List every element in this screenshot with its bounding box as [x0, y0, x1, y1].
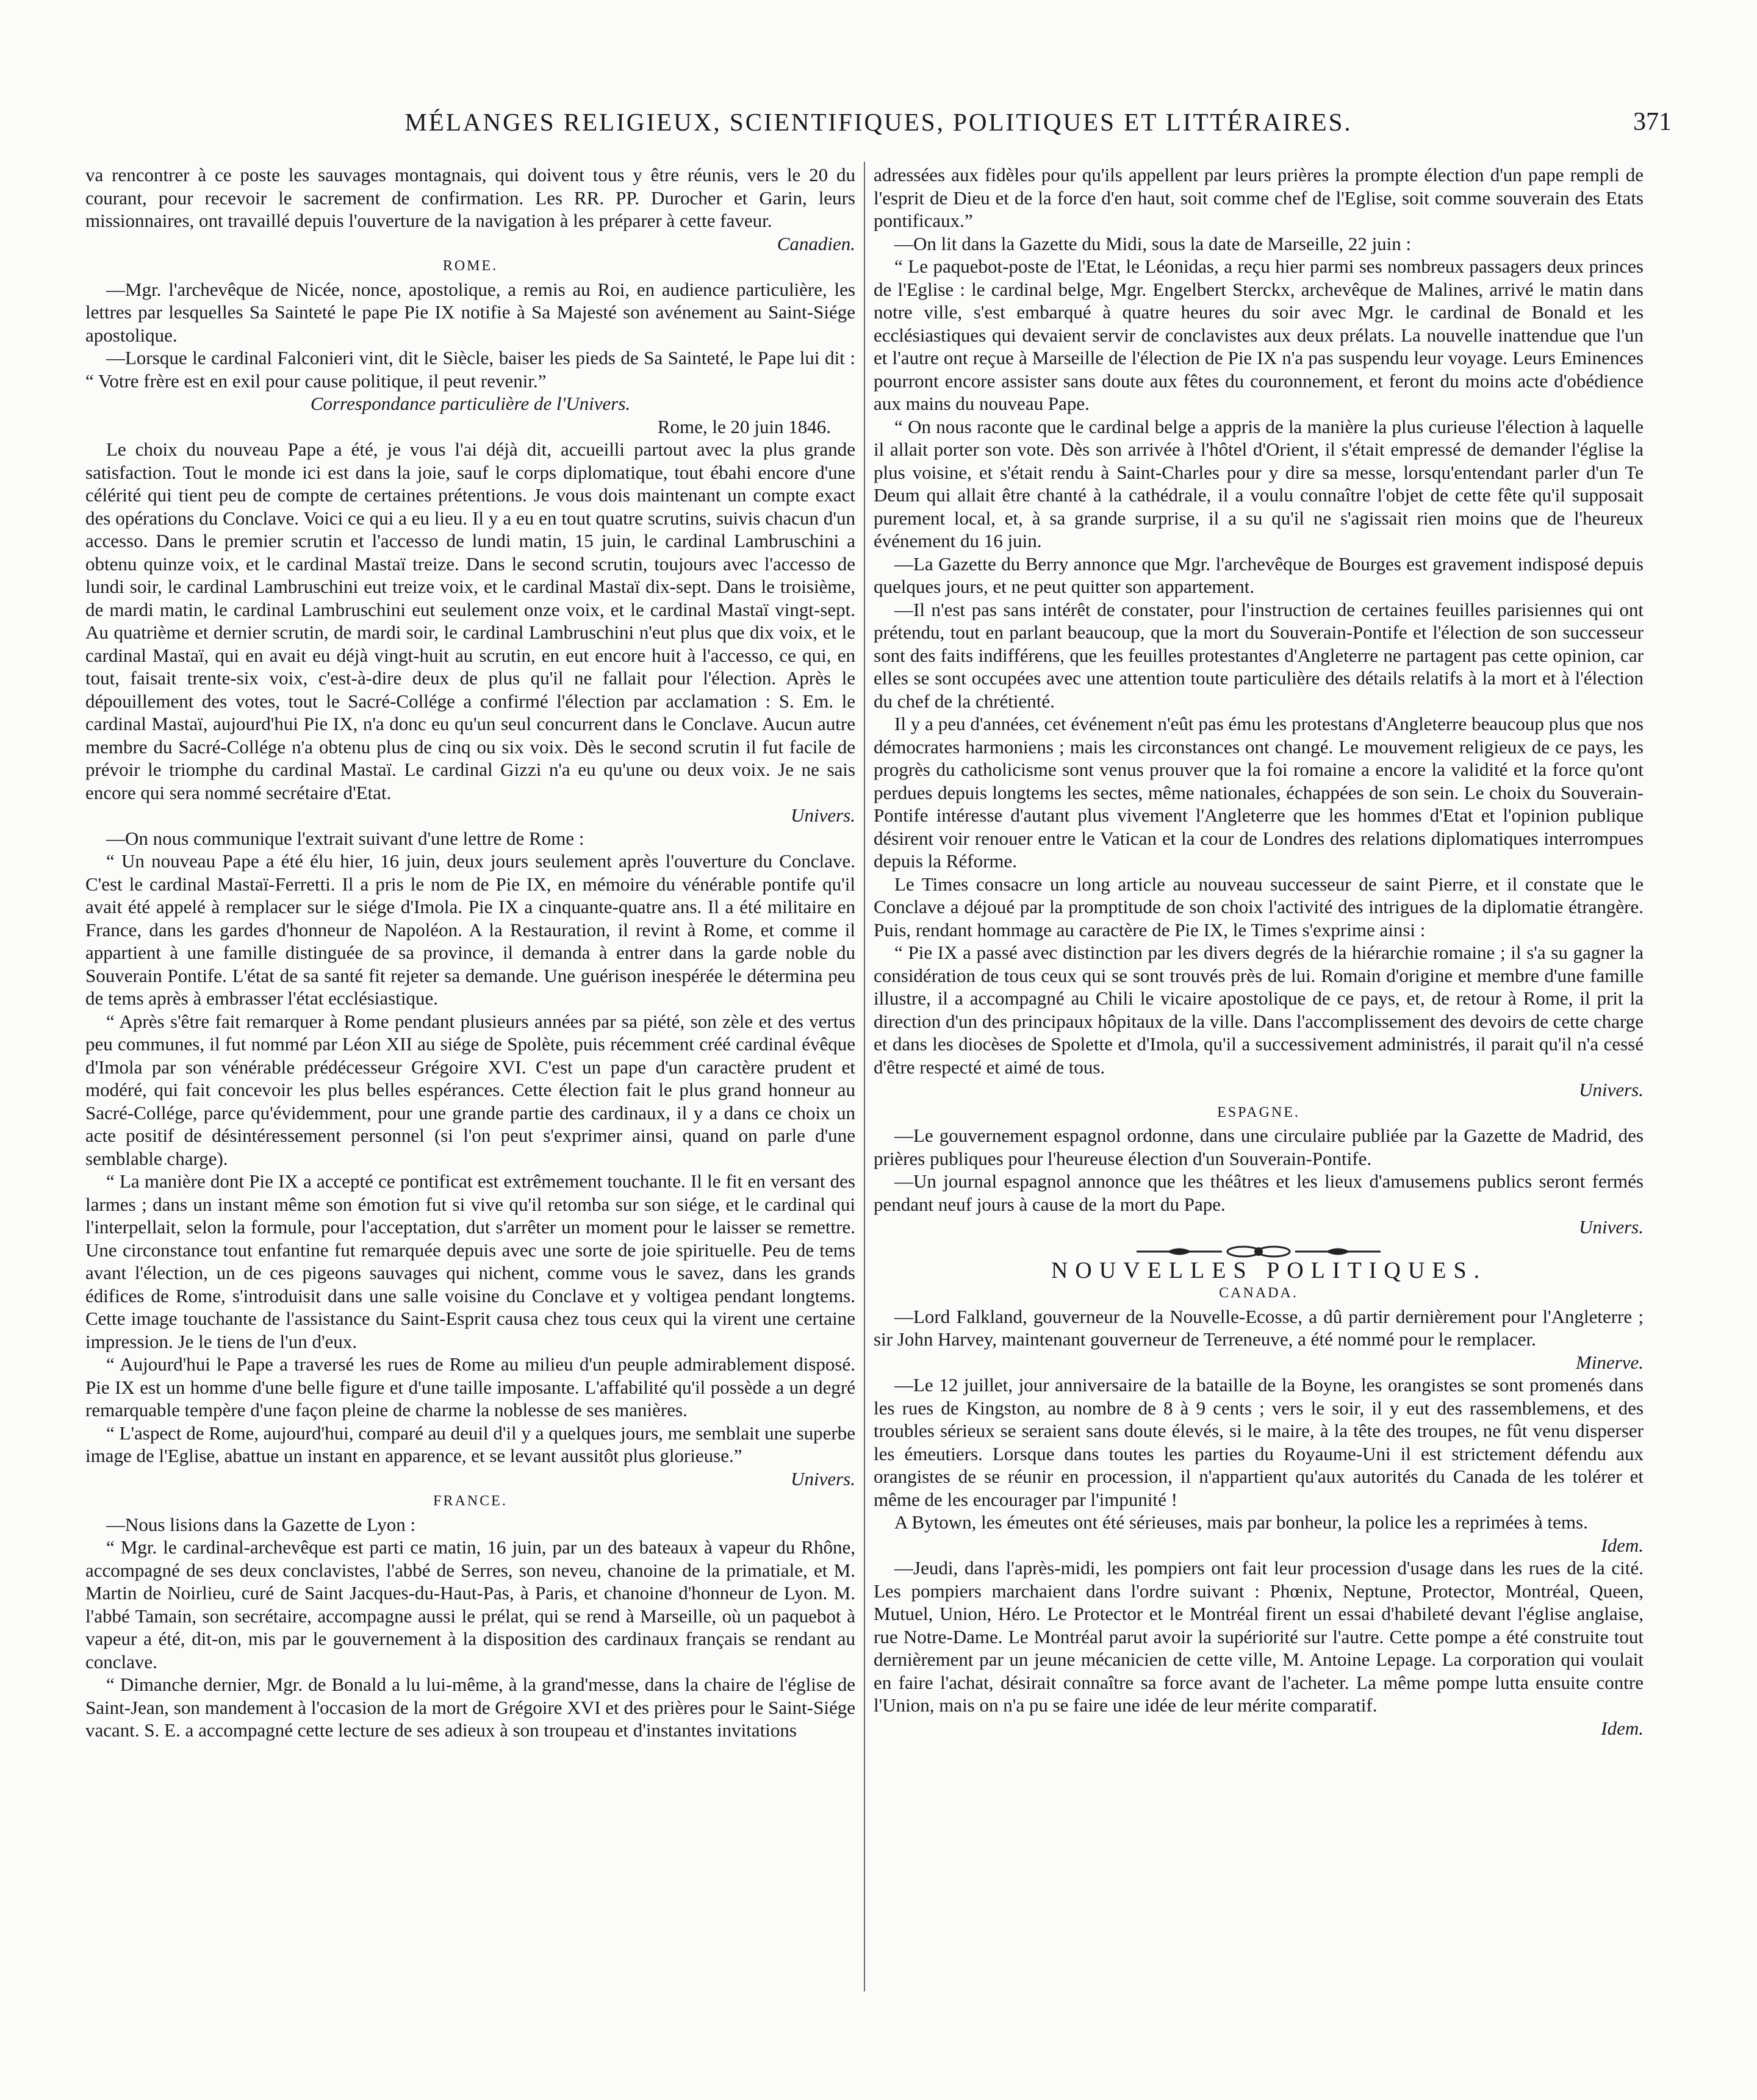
- ornament-divider-icon: [1130, 1244, 1387, 1260]
- article-paragraph: —Il n'est pas sans intérêt de constater, pour l'instruction de certaines feuilles parisiennes qui ont prétendu, tout en parlant beaucoup, que la mort du Souverain-Pontife et l'élection de son successeur sont des faits indifférens, que les feuilles protestantes d'Angleterre ne partagent pas cette opinion, car elles se sont occupées avec une attention toute particulière des détails relatifs à la mort et à l'élection du chef de la chrétienté.: [874, 598, 1644, 712]
- article-paragraph: “ Après s'être fait remarquer à Rome pendant plusieurs années par sa piété, son zèle et des vertus peu communes, il fut nommé par Léon XII au siége de Spolète, puis récemment créé cardinal évêque d'Imola par son vénérable prédécesseur Grégoire XVI. C'est un pape d'un caractère prudent et modéré, qui fait concevoir les plus belles espérances. Cette élection fait le plus grand honneur au Sacré-Collége, parce qu'évidemment, pour une grande partie des cardinaux, il y a dans ce choix un acte positif de désintéressement personnel (si l'on peut s'exprimer ainsi, quand on parle d'une semblable charge).: [85, 1010, 855, 1169]
- article-paragraph: “ Aujourd'hui le Pape a traversé les rues de Rome au milieu d'un peuple admirablement disposé. Pie IX est un homme d'une belle figure et d'une taille imposante. L'affabilité qu'il possède a un degré remarquable tempère d'une façon pleine de charme la noblesse de ses manières.: [85, 1353, 855, 1421]
- source-signature: Idem.: [1601, 1534, 1644, 1556]
- section-heading-canada: CANADA.: [1219, 1285, 1298, 1301]
- article-paragraph: adressées aux fidèles pour qu'ils appellent par leurs prières la prompte élection d'un pape rempli de l'esprit de Dieu et de la force d'en haut, soit comme chef de l'Eglise, soit comme souverain des Etats pontificaux.”: [874, 164, 1644, 231]
- source-signature: Univers.: [791, 805, 855, 826]
- left-column: [85, 163, 855, 1742]
- article-paragraph: “ Un nouveau Pape a été élu hier, 16 juin, deux jours seulement après l'ouverture du Conclave. C'est le cardinal Mastaï-Ferretti. Il a pris le nom de Pie IX, en mémoire du vénérable pontife qu'il avait été appelé à remplacer sur le siége d'Imola. Pie IX a cinquante-quatre ans. Il a été militaire en France, dans les gardes d'honneur de Napoléon. A la Restauration, il revint à Rome, et comme il appartient à une famille distinguée de sa province, il demanda à entrer dans la garde noble du Souverain Pontife. L'état de sa santé fit rejeter sa demande. Une guérison inespérée le détermina peu de tems après à embrasser l'état ecclésiastique.: [85, 850, 855, 1009]
- article-paragraph: “ Pie IX a passé avec distinction par les divers degrés de la hiérarchie romaine ; il s'a su gagner la considération de tous ceux qui se sont trouvés près de lui. Romain d'origine et membre d'une famille illustre, il a accompagné au Chili le vicaire apostolique de ce pays, et, de retour à Rome, il prit la direction d'un des principaux hôpitaux de la ville. Dans l'accomplissement des devoirs de cette charge et dans les diocèses de Spolette et d'Imola, qu'il a successivement administrés, il parait qu'il n'a cessé d'être respecté et aimé de tous.: [874, 942, 1644, 1078]
- article-paragraph: —Lord Falkland, gouverneur de la Nouvelle-Ecosse, a dû partir dernièrement pour l'Angleterre ; sir John Harvey, maintenant gouverneur de Terreneuve, a été nommé pour le remplacer.: [874, 1305, 1644, 1350]
- column-divider: [864, 162, 865, 1991]
- section-title-nouvelles: NOUVELLES POLITIQUES.: [1051, 1257, 1487, 1283]
- page-number: 371: [1633, 108, 1672, 136]
- source-signature: Univers.: [1579, 1079, 1644, 1100]
- correspondence-title: Correspondance particulière de l'Univers.: [310, 393, 631, 414]
- section-heading-espagne: ESPAGNE.: [1217, 1104, 1300, 1120]
- source-signature: Minerve.: [1575, 1351, 1644, 1373]
- article-paragraph: “ Le paquebot-poste de l'Etat, le Léonidas, a reçu hier parmi ses nombreux passagers deux princes de l'Eglise : le cardinal belge, Mgr. Engelbert Sterckx, archevêque de Malines, arrivé le matin dans notre ville, s'est embarqué à quatre heures du soir avec Mgr. le cardinal de Bonald et les ecclésiastiques qui devaient servir de conclavistes aux deux prélats. La nouvelle inattendue que l'un et l'autre ont reçue à Marseille de l'élection de Pie IX n'a pas suspendu leur voyage. Leurs Eminences pourront encore assister sans doute aux fêtes du couronnement, et feront du moins acte d'obédience aux mains du nouveau Pape.: [874, 256, 1644, 414]
- right-column: [874, 163, 1644, 1740]
- source-signature: Univers.: [1579, 1216, 1644, 1238]
- section-heading-rome: ROME.: [442, 258, 498, 274]
- article-paragraph: “ La manière dont Pie IX a accepté ce pontificat est extrêmement touchante. Il le fit en versant des larmes ; dans un instant même son émotion fut si vive qu'il retomba sur son siége, et le cardinal qui l'interpellait, selon la formule, pour l'acceptation, dut s'arrêter un moment pour le laisser se remettre. Une circonstance tout enfantine fut remarquée depuis avec une sorte de joie spirituelle. Peu de tems avant l'élection, un de ces pigeons sauvages qui nichent, comme vous le savez, dans les grands édifices de Rome, s'introduisit dans une salle voisine du Conclave et y voltigea pendant longtems. Cette image touchante de l'assistance du Saint-Esprit causa chez tous ceux qui la virent une certaine impression. Je le tiens de l'un d'eux.: [85, 1170, 855, 1352]
- article-paragraph: va rencontrer à ce poste les sauvages montagnais, qui doivent tous y être réunis, vers le 20 du courant, pour recevoir le sacrement de confirmation. Les RR. PP. Durocher et Garin, leurs missionnaires, ont travaillé depuis l'ouverture de la navigation à les préparer à cette faveur.: [85, 164, 855, 231]
- article-paragraph: —Mgr. l'archevêque de Nicée, nonce, apostolique, a remis au Roi, en audience particulière, les lettres par lesquelles Sa Sainteté le pape Pie IX notifie à Sa Majesté son avénement au Saint-Siége apostolique.: [85, 278, 855, 346]
- article-paragraph: —On nous communique l'extrait suivant d'une lettre de Rome :: [106, 827, 584, 849]
- source-signature: Univers.: [791, 1467, 855, 1489]
- article-paragraph: “ Dimanche dernier, Mgr. de Bonald a lu lui-même, à la grand'messe, dans la chaire de l'église de Saint-Jean, son mandement à l'occasion de la mort de Grégoire XVI et des prières pour le Saint-Siége vacant. S. E. a accompagné cette lecture de ses adieux à son troupeau et d'instantes invitations: [85, 1674, 855, 1741]
- running-title: MÉLANGES RELIGIEUX, SCIENTIFIQUES, POLITIQUES ET LITTÉRAIRES.: [404, 108, 1353, 136]
- article-paragraph: —Un journal espagnol annonce que les théâtres et les lieux d'amusemens publics seront fermés pendant neuf jours à cause de la mort du Pape.: [874, 1170, 1644, 1215]
- page-header: [85, 107, 1672, 144]
- article-paragraph: A Bytown, les émeutes ont été sérieuses, mais par bonheur, la police les a reprimées à tems.: [894, 1511, 1588, 1533]
- article-paragraph: Le choix du nouveau Pape a été, je vous l'ai déjà dit, accueilli partout avec la plus grande satisfaction. Tout le monde ici est dans la joie, sauf le corps diplomatique, tout ébahi encore d'une célérité qui tient peu de compte de certaines prétentions. Je vous dois maintenant un compte exact des opérations du Conclave. Voici ce qui a eu lieu. Il y a eu en tout quatre scrutins, suivis chacun d'un accesso. Dans le premier scrutin et l'accesso de lundi matin, 15 juin, le cardinal Lambruschini a obtenu quinze voix, et le cardinal Mastaï treize. Dans le second scrutin, toujours avec l'accesso de lundi soir, le cardinal Lambruschini eut treize voix, et le cardinal Mastaï dix-sept. Dans le troisième, de mardi matin, le cardinal Lambruschini eut seulement onze voix, et le cardinal Mastaï vingt-sept. Au quatrième et dernier scrutin, de mardi soir, le cardinal Lambruschini n'eut plus que dix voix, et le cardinal Mastaï, qui en avait eu déjà vingt-huit au scrutin, en eut encore huit à l'accesso, ce qui, en tout, faisait trente-six voix, c'est-à-dire deux de plus qu'il ne fallait pour l'élection. Après le dépouillement des votes, tout le Sacré-Collége a confirmé l'élection par acclamation : S. Em. le cardinal Mastaï, aujourd'hui Pie IX, n'a donc eu qu'un seul concurrent dans le Conclave. Aucun autre membre du Sacré-Collége n'a obtenu plus de cinq ou six voix. Dès le second scrutin il fut facile de prévoir le triomphe du cardinal Mastaï. Le cardinal Gizzi n'a eu qu'une ou deux voix. Je ne sais encore qui sera nommé secrétaire d'Etat.: [85, 439, 855, 803]
- article-paragraph: —Le gouvernement espagnol ordonne, dans une circulaire publiée par la Gazette de Madrid, des prières publiques pour l'heureuse élection d'un Souverain-Pontife.: [874, 1125, 1644, 1169]
- article-paragraph: —Le 12 juillet, jour anniversaire de la bataille de la Boyne, les orangistes se sont promenés dans les rues de Kingston, au nombre de 8 à 9 cents ; vers le soir, il y eut des rassemblemens, et des troubles sérieux se seraient sans doute élevés, si le maire, à la tête des troupes, ne fût venu disperser les émeutiers. Lorsque dans toutes les parties du Royaume-Uni il est strictement défendu aux orangistes de se réunir en procession, il n'appartient qu'aux autorités du Canada de les tolérer et même de les encourager par l'impunité !: [874, 1374, 1644, 1510]
- correspondence-date: Rome, le 20 juin 1846.: [657, 415, 831, 437]
- source-signature: Idem.: [1601, 1717, 1644, 1739]
- article-paragraph: “ L'aspect de Rome, aujourd'hui, comparé au deuil d'il y a quelques jours, me semblait une superbe image de l'Eglise, abattue un instant en apparence, et se levant aussitôt plus glorieuse.”: [85, 1422, 855, 1466]
- article-paragraph: —On lit dans la Gazette du Midi, sous la date de Marseille, 22 juin :: [894, 232, 1412, 254]
- article-paragraph: —Lorsque le cardinal Falconieri vint, dit le Siècle, baiser les pieds de Sa Sainteté, le Pape lui dit : “ Votre frère est en exil pour cause politique, il peut revenir.”: [85, 347, 855, 392]
- article-paragraph: —Nous lisions dans la Gazette de Lyon :: [106, 1513, 416, 1535]
- article-paragraph: —Jeudi, dans l'après-midi, les pompiers ont fait leur procession d'usage dans les rues de la cité. Les pompiers marchaient dans l'ordre suivant : Phœnix, Neptune, Protector, Montréal, Queen, Mutuel, Union, Héro. Le Protector et le Montréal firent un essai d'habileté devant l'église anglaise, rue Notre-Dame. Le Montréal parut avoir la supériorité sur l'autre. Cette pompe a été construite tout dernièrement par un jeune mécanicien de cette ville, M. Antoine Lepage. La corporation qui voulait en faire l'achat, désirait connaître sa force avant de l'acheter. La même pompe lutta ensuite contre l'Union, mais on n'a pu se faire une idée de leur mérite comparatif.: [874, 1557, 1644, 1716]
- article-paragraph: Il y a peu d'années, cet événement n'eût pas ému les protestans d'Angleterre beaucoup plus que nos démocrates harmoniens ; mais les circonstances ont changé. Le mouvement religieux de ce pays, les progrès du catholicisme sont venus prouver que la foi romaine a encore la validité et la force qu'ont perdues depuis longtems les sectes, même nationales, échappées de son sein. Le choix du Souverain-Pontife intéresse d'autant plus vivement l'Angleterre que les hommes d'Etat et l'opinion publique désirent voir renouer entre le Vatican et la cour de Londres des relations diplomatiques interrompues depuis la Réforme.: [874, 713, 1644, 872]
- article-paragraph: —La Gazette du Berry annonce que Mgr. l'archevêque de Bourges est gravement indisposé depuis quelques jours, et ne peut quitter son appartement.: [874, 553, 1644, 597]
- source-signature: Canadien.: [777, 232, 855, 254]
- article-paragraph: “ Mgr. le cardinal-archevêque est parti ce matin, 16 juin, par un des bateaux à vapeur du Rhône, accompagné de ses deux conclavistes, l'abbé de Serres, son neveu, chanoine de la primatiale, et M. Martin de Noirlieu, curé de Saint Jacques-du-Haut-Pas, à Paris, et chanoine d'honneur de Lyon. M. l'abbé Tamain, son secrétaire, accompagne aussi le prélat, qui se rend à Marseille, où un paquebot à vapeur a été, dit-on, mis par le gouvernement à la disposition des cardinaux français se rendant au conclave.: [85, 1536, 855, 1672]
- article-paragraph: Le Times consacre un long article au nouveau successeur de saint Pierre, et il constate que le Conclave a déjoué par la promptitude de son choix l'activité des intrigues de la diplomatie étrangère. Puis, rendant hommage au caractère de Pie IX, le Times s'exprime ainsi :: [874, 873, 1644, 941]
- section-heading-france: FRANCE.: [433, 1493, 508, 1509]
- article-paragraph: “ On nous raconte que le cardinal belge a appris de la manière la plus curieuse l'élection à laquelle il allait porter son vote. Dès son arrivée à l'hôtel d'Orient, il s'était empressé de demander l'église la plus voisine, et s'était rendu à Saint-Charles pour y dire sa messe, lorsqu'entendant parler d'un Te Deum qui allait être chanté à la cathédrale, il a voulu connaître l'objet de cette fête qu'il supposait purement local, et, à sa grande surprise, il a su qu'il ne s'agissait rien moins que de l'heureux événement du 16 juin.: [874, 415, 1644, 551]
